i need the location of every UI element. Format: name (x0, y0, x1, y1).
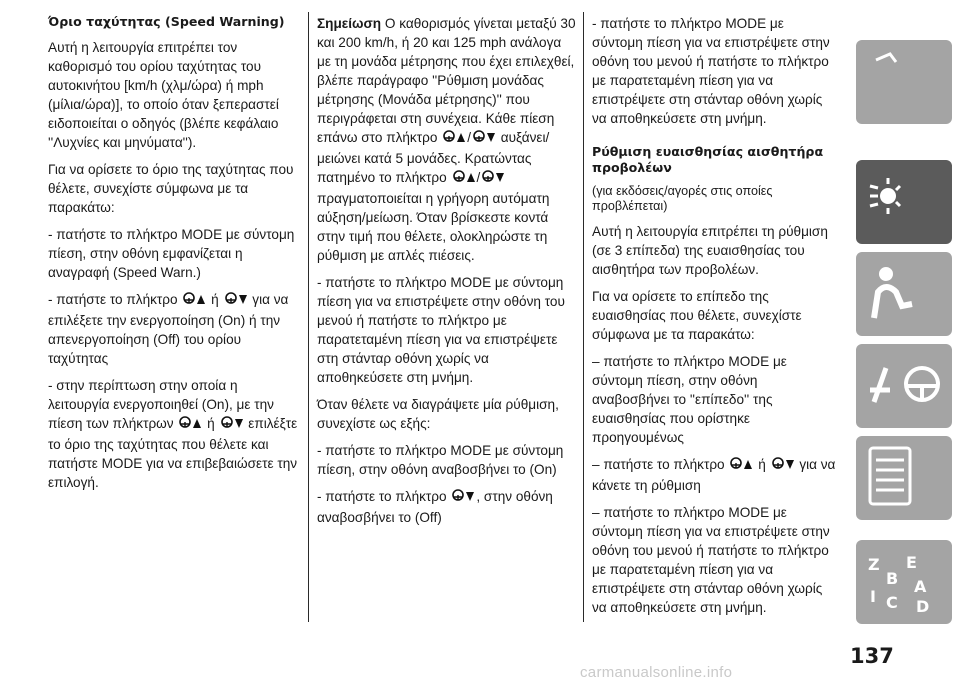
airbag-safety-icon (856, 252, 952, 336)
steering-wheel-minus-icon (480, 170, 506, 189)
tab-safety[interactable] (856, 252, 952, 336)
steering-wheel-plus-icon (181, 292, 207, 311)
svg-text:I: I (870, 587, 876, 606)
text: για να επιλέξετε την ενεργοποίηση (On) ή την απενεργοποίηση (Off) του ορίου ταχύτητας (48, 292, 289, 366)
tab-service-plan[interactable] (856, 436, 952, 520)
steering-wheel-plus-icon (728, 457, 754, 476)
dashboard-lights-icon (856, 160, 952, 244)
service-plan-list-icon (856, 436, 952, 520)
paragraph (317, 14, 577, 265)
column-divider (583, 12, 584, 622)
paragraph (48, 290, 298, 368)
paragraph: - πατήστε το πλήκτρο MODE με σύντομη πίεση, στην οθόνη εμφανίζεται η αναγραφή (Speed Warn.) (48, 227, 295, 280)
svg-text:A: A (914, 577, 927, 596)
svg-text:C: C (886, 593, 898, 612)
page-number: 137 (850, 644, 894, 668)
alphabetical-index-icon (856, 540, 952, 624)
text: ή (207, 416, 215, 431)
steering-wheel-minus-icon (223, 292, 249, 311)
text: Ο καθορισμός γίνεται μεταξύ 30 και 200 km/h, ή 20 και 125 mph ανάλογα με τη μονάδα μέτρησης που έχει επιλεχθεί, βλέπε παράγραφο ''Ρύθμιση μονάδας μέτρησης (Μονάδα μέτρησης)'' που περιγράφεται στη συνέχεια. Κάθε πίεση επάνω στο πλήκτρο (317, 16, 576, 145)
column-3 (592, 14, 837, 625)
text: αυξάνει/μειώνει κατά 5 μονάδες. Κρατώντας πατημένο το πλήκτρο (317, 130, 550, 185)
text: – πατήστε το πλήκτρο (592, 457, 725, 472)
text: ή (758, 457, 766, 472)
steering-wheel-minus-icon (471, 130, 497, 149)
paragraph: Αυτή η λειτουργία επιτρέπει τον καθορισμό του ορίου ταχύτητας του αυτοκινήτου [km/h (χλμ/ώρα) ή mph (μίλια/ώρα)], το οποίο όταν ξεπεραστεί ειδοποιείται ο οδηγός (βλέπε κεφάλαιο ''Λυχνίες και μηνύματα''). (48, 40, 279, 150)
headlight-sensor-heading: Ρύθμιση ευαισθησίας αισθητήρα προβολέων (592, 144, 824, 175)
text: - στην περίπτωση στην οποία η λειτουργία ενεργοποιηθεί (On), με την πίεση των πλήκτρων (48, 378, 274, 431)
tab-maintenance[interactable] (856, 344, 952, 428)
svg-text:B: B (886, 569, 899, 588)
speed-warning-heading: Όριο ταχύτητας (Speed Warning) (48, 14, 285, 29)
tab-vehicle-overview[interactable] (856, 40, 952, 124)
text: - πατήστε το πλήκτρο (48, 292, 178, 307)
text: ή (211, 292, 219, 307)
paragraph (317, 487, 577, 527)
svg-text:E: E (906, 553, 917, 572)
wrench-service-icon (856, 344, 952, 428)
text: / (476, 170, 481, 185)
paragraph: Αυτή η λειτουργία επιτρέπει τη ρύθμιση (σε 3 επίπεδα) της ευαισθησίας του αισθητήρα των προβολέων. (592, 224, 828, 277)
steering-wheel-minus-icon (219, 416, 245, 435)
paragraph (48, 376, 298, 492)
paragraph: - πατήστε το πλήκτρο MODE με σύντομη πίεση για να επιστρέψετε στην οθόνη του μενού ή πατήστε το πλήκτρο με παρατεταμένη πίεση για να επιστρέψετε στη στάνταρ οθόνη χωρίς να αποθηκεύσετε στη μνήμη. (317, 275, 565, 385)
subheading-note: (για εκδόσεις/αγορές στις οποίες προβλέπεται) (592, 184, 773, 213)
steering-wheel-plus-icon (451, 170, 477, 189)
steering-wheel-plus-icon (177, 416, 203, 435)
watermark: carmanualsonline.info (580, 664, 733, 681)
steering-wheel-plus-icon (441, 130, 467, 149)
paragraph: Όταν θέλετε να διαγράψετε μία ρύθμιση, συνεχίστε ως εξής: (317, 397, 559, 431)
paragraph: Για να ορίσετε το όριο της ταχύτητας που θέλετε, συνεχίστε σύμφωνα με τα παρακάτω: (48, 162, 294, 215)
steering-wheel-minus-icon (450, 489, 476, 508)
text: / (467, 130, 471, 145)
svg-text:D: D (916, 597, 930, 616)
column-2 (317, 14, 577, 535)
text: πραγματοποιείται η γρήγορη αυτόματη αύξηση/μείωση. Όταν βρίσκεστε κοντά στην τιμή που θέλετε, ολοκληρώστε τη ρύθμιση με απλές πιέσεις. (317, 191, 550, 263)
paragraph: – πατήστε το πλήκτρο MODE με σύντομη πίεση για να επιστρέψετε στην οθόνη του μενού ή πατήστε το πλήκτρο με παρατεταμένη πίεση για να επιστρέψετε στη στάνταρ οθόνη χωρίς να αποθηκεύσετε στη μνήμη. (592, 505, 830, 615)
text: για να κάνετε τη ρύθμιση (592, 457, 836, 493)
column-divider (308, 12, 309, 622)
paragraph: Για να ορίσετε το επίπεδο της ευαισθησίας που θέλετε, συνεχίστε σύμφωνα με τα παρακάτω: (592, 289, 802, 342)
steering-wheel-minus-icon (770, 457, 796, 476)
paragraph: - πατήστε το πλήκτρο MODE με σύντομη πίεση, στην οθόνη αναβοσβήνει το (On) (317, 443, 564, 477)
svg-text:Z: Z (868, 555, 880, 574)
note-label: Σημείωση (317, 16, 382, 31)
text: επιλέξτε το όριο της ταχύτητας που θέλετε και πατήστε MODE για να επιβεβαιώσετε την επιλογή. (48, 416, 298, 490)
tab-dashboard-lights[interactable] (856, 160, 952, 244)
paragraph: - πατήστε το πλήκτρο MODE με σύντομη πίεση για να επιστρέψετε στην οθόνη του μενού ή πατήστε το πλήκτρο με παρατεταμένη πίεση για να επιστρέψετε στη στάνταρ οθόνη χωρίς να αποθηκεύσετε στη μνήμη. (592, 16, 830, 126)
paragraph (592, 455, 837, 495)
text: - πατήστε το πλήκτρο (317, 489, 447, 504)
column-1 (48, 14, 298, 500)
text: , στην οθόνη αναβοσβήνει το (Off) (317, 489, 553, 525)
paragraph: – πατήστε το πλήκτρο MODE με σύντομη πίεση, στην οθόνη αναβοσβήνει το ''επίπεδο'' της ευαισθησίας που ορίστηκε προηγουμένως (592, 354, 787, 445)
tab-index[interactable] (856, 540, 952, 624)
